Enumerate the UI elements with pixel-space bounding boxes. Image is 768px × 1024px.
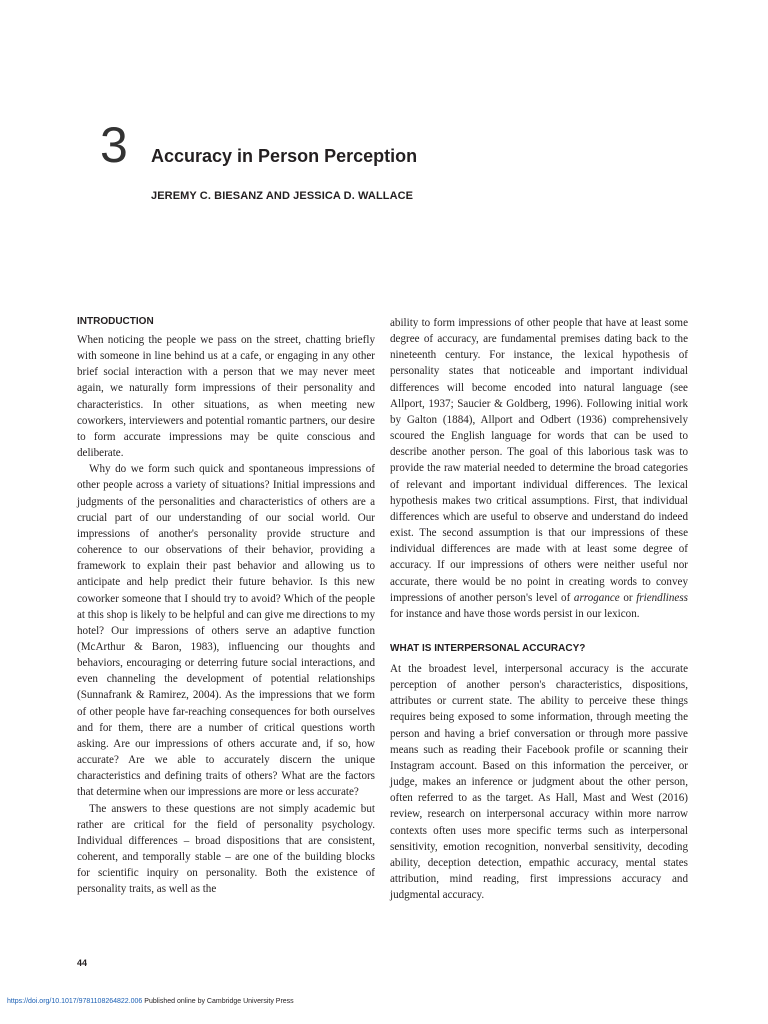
paragraph-continued <box>390 315 688 622</box>
right-column <box>390 315 688 903</box>
chapter-title: Accuracy in Person Perception <box>151 146 418 166</box>
paragraph: Why do we form such quick and spontaneous impressions of other people across a variety of situations? Initial impressions and judgments of the personalities and characteristics of others are a crucial part of our understanding of our social world. Our impressions of another's personality provide structure and coherence to our observations of their behavior, providing a framework to explain their past behavior and allowing us to anticipate and help predict their future behavior. Is this new coworker someone that I should try to avoid? Which of the people at this shop is likely to be helpful and can give me directions to my hotel? Our impressions of others serve an adaptive function (McArthur & Baron, 1983), influencing our thoughts and behaviors, encouraging or deterring future social interactions, and even channeling the development of potential relationships (Sunnafrank & Ramirez, 2004). As the impressions that we form of other people have far-reaching consequences for both ourselves and for them, there are a number of critical questions worth asking. Are our impressions of others accurate and, if so, how accurate? Are we able to accurately discern the unique characteristics and defining traits of others? What are the factors that determine when our impressions are more or less accurate? <box>77 463 375 799</box>
italic-term: friendliness <box>636 591 688 604</box>
italic-term: arrogance <box>573 591 620 604</box>
paragraph-text: or <box>619 591 637 604</box>
left-column <box>77 315 375 897</box>
page-number: 44 <box>77 958 88 968</box>
section-heading-introduction: INTRODUCTION <box>77 316 154 327</box>
paragraph: At the broadest level, interpersonal accuracy is the accurate perception of another person's characteristics, dispositions, attributes or current state. The ability to perceive these things requires being exposed to some information, through meeting the person and having a brief conversation or through more passive means such as reading their Facebook profile or scanning their Instagram account. Based on this information the perceiver, or judge, makes an inference or judgment about the other person, often referred to as the target. As Hall, Mast and West (2016) review, research on interpersonal accuracy within more narrow contexts often uses more specific terms such as interpersonal sensitivity, emotion recognition, nonverbal sensitivity, decoding ability, deception detection, empathic accuracy, mental states attribution, mind reading, first impressions accuracy and judgmental accuracy. <box>390 662 688 902</box>
paragraph: The answers to these questions are not simply academic but rather are critical for the field of personality psychology. Individual differences – broad dispositions that are consistent, coherent, and temporally stable – are one of the building blocks for scientific inquiry on personality. Both the existence of personality traits, as well as the <box>77 802 375 896</box>
publisher-note: Published online by Cambridge University Press <box>142 998 294 1005</box>
doi-link[interactable]: https://doi.org/10.1017/9781108264822.006 <box>7 998 143 1005</box>
footer <box>7 998 294 1005</box>
paragraph-text: for instance and have those words persist in our lexicon. <box>390 607 640 620</box>
paragraph: When noticing the people we pass on the street, chatting briefly with someone in line behind us at a cafe, or engaging in any other brief social interaction with a person that we may never meet again, we naturally form impressions of their personality and characteristics. In other situations, as when meeting new coworkers, interviewers and potential romantic partners, our desire to form accurate impressions may be quite conscious and deliberate. <box>77 334 375 460</box>
chapter-authors: JEREMY C. BIESANZ AND JESSICA D. WALLACE <box>151 190 414 202</box>
chapter-number: 3 <box>100 117 128 173</box>
paragraph-text: ability to form impressions of other people that have at least some degree of accuracy, are fundamental premises dating back to the nineteenth century. For instance, the lexical hypothesis of personality states that noticeable and important individual differences will become encoded into natural language (see Allport, 1937; Saucier & Goldberg, 1996). Following initial work by Galton (1884), Allport and Odbert (1936) comprehensively scoured the English language for words that can be used to describe another person. The goal of this laborious task was to provide the raw material needed to determine the broad categories of relevant and important individual differences. The lexical hypothesis makes two critical assumptions. First, that individual differences which are useful to observe and understand do indeed exist. The second assumption is that our impressions of these individual differences are made with at least some degree of accuracy. If our impressions of others were neither useful nor accurate, there would be no point in creating words to convey impressions of another person's level of <box>390 317 688 604</box>
section-heading-interpersonal-accuracy: WHAT IS INTERPERSONAL ACCURACY? <box>390 642 586 654</box>
